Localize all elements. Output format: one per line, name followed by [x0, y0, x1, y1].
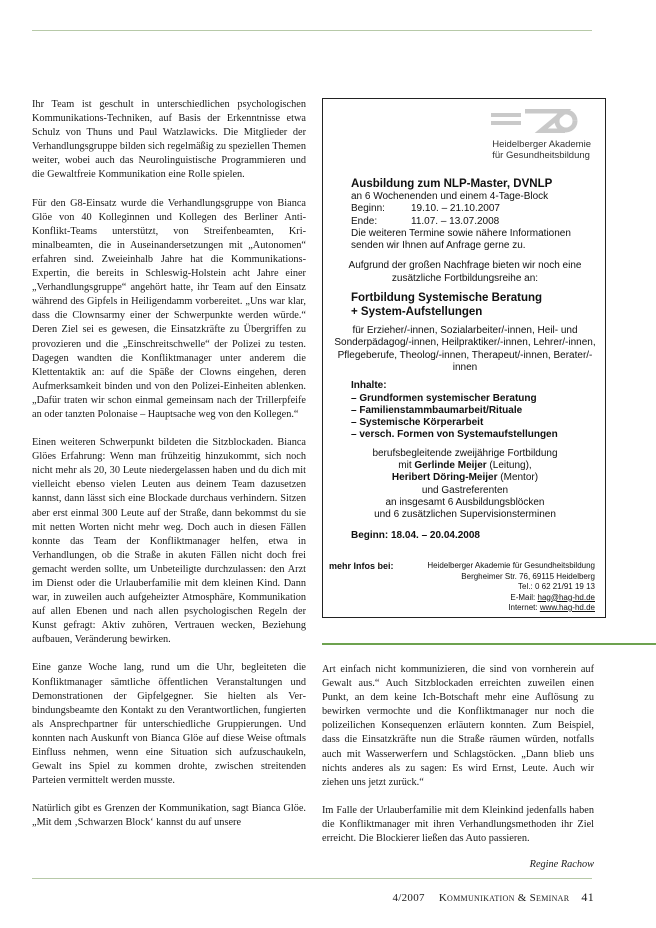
- nlp-subtitle: an 6 Wochenenden und einem 4-Tage-Block: [351, 191, 549, 202]
- ad-body: [333, 177, 597, 542]
- academy-logo-mark-icon: [491, 109, 591, 133]
- leader-name: Gerlinde Meijer: [414, 460, 487, 472]
- academy-logo: [453, 109, 593, 165]
- paragraph: Im Falle der Urlauberfamilie mit dem Kleinkind jedenfalls haben die Konfliktmanager mit ihren Verhandlungsmethoden ihr Ziel erreicht. Die Blockierer ließen das Auto passieren.: [322, 804, 594, 845]
- demand-text: Aufgrund der großen Nachfrage bieten wir noch eine zusätzliche Fortbildungsreihe an:: [348, 260, 582, 284]
- contact-line: Tel.: 0 62 21/91 19 13: [518, 582, 595, 591]
- paragraph: Ihr Team ist geschult in unterschiedlichen psychologischen Kommunikations-Techniken, auf Basis der Erkenntnisse etwa Schulz von Thuns und Paul Watzlawicks. Die Mitglieder der Verhandlungsgruppe bilden sich regelmäßig zu speziellen Themen weiter, wobei auch das Neurolinguistische Programmieren und die Gewaltfreie Kommunikation eine Rolle spielen.: [32, 99, 306, 181]
- course-text: (Mentor): [497, 472, 539, 484]
- academy-logo-text: [492, 139, 591, 161]
- course-line: berufsbegleitende zweijährige Fortbildung: [372, 447, 558, 459]
- contact-line: Bergheimer Str. 76, 69115 Heidelberg: [461, 571, 595, 581]
- fb-title-2: + System-Aufstellungen: [351, 306, 483, 319]
- nlp-dates: [351, 203, 597, 228]
- paragraph: Natürlich gibt es Grenzen der Kommunikation, sagt Bianca Glöe. „Mit dem ‚Schwarzen Block‘ kannst du auf unsere: [32, 803, 306, 829]
- begin-label: Beginn:: [351, 203, 385, 215]
- contents-label: Inhalte:: [351, 380, 387, 392]
- list-item: – Familienstammbaumarbeit/Rituale: [351, 404, 523, 416]
- email-label: E-Mail:: [510, 592, 538, 602]
- page-number: 41: [581, 890, 594, 904]
- begin-2: Beginn: 18.04. – 20.04.2008: [351, 529, 480, 541]
- right-column: [322, 663, 594, 860]
- list-item: – Systemische Körperarbeit: [351, 417, 484, 429]
- nlp-title: Ausbildung zum NLP-Master, DVNLP: [351, 178, 553, 190]
- advertisement-box: [322, 98, 606, 618]
- internet-label: Internet:: [508, 603, 540, 612]
- more-info-label: mehr Infos bei:: [329, 561, 394, 571]
- course-line: und Gastreferenten: [421, 484, 509, 496]
- course-text: (Leitung),: [486, 460, 532, 472]
- end-value: 11.07. – 13.07.2008: [411, 215, 500, 227]
- course-details: [333, 448, 597, 522]
- contact-line: Heidelberger Akademie für Gesundheitsbildung: [427, 561, 595, 570]
- paragraph: Eine ganze Woche lang, rund um die Uhr, begleiteten die Konfliktmanager sämtliche öffentlichen Veranstaltungen und Demonstrationen der Gipfelgegner. Sie hielten als Verbindungsbeamte den Kontakt zu den Verantwortlichen, fungierten als Ansprechpartner für unterschiedliche Gruppierungen. Und konnten nach Auskunft von Bianca Glöe auf diese Weise oftmals Einfluss nehmen, wenn eine Situation sich aufzuschaukeln, Gewalt ins Spiel zu kommen drohte, zwischen streitenden Parteien vermittelt werden musste.: [32, 662, 306, 787]
- logo-line: für Gesundheitsbildung: [492, 150, 590, 161]
- course-text: mit: [398, 460, 415, 472]
- begin-value: 19.10. – 21.10.2007: [411, 203, 500, 215]
- bottom-rule: [32, 878, 592, 879]
- magazine-title: Kommunikation & Seminar: [438, 892, 570, 904]
- list-item: – versch. Formen von Systemaufstellungen: [351, 429, 558, 441]
- course-line: an insgesamt 6 Ausbildungsblöcken: [385, 496, 545, 508]
- mentor-name: Heribert Döring-Meijer: [391, 472, 498, 484]
- course-line: und 6 zusätzlichen Supervisionsterminen: [374, 509, 556, 521]
- page-footer: [392, 890, 594, 905]
- nlp-note: Die weiteren Termine sowie nähere Informationen senden wir Ihnen auf Anfrage gerne zu.: [351, 227, 571, 252]
- author-signature: Regine Rachow: [529, 859, 594, 870]
- issue-number: 4/2007: [392, 892, 425, 904]
- top-rule: [32, 30, 592, 31]
- paragraph: Einen weiteren Schwerpunkt bildeten die Sitzblockaden. Bianca Glöes Erfahrung: Wenn man frühzeitig hinzukommt, sich noch nicht mehr als 20, 30 Leute niedergelassen haben und du dich mit vielleicht ebenso vielen Leuten aus deinem Team dazusetzen kannst, dann lässt sich eine Blockade durchaus verhindern. Sitzen aber erst einmal 300 Leute auf der Straße, dann bekommst du sie mit netten Worten nicht mehr weg. Doch auch in diesen Fällen konnte das Team der Konfliktmanager helfen, etwa in Verhandlungen, ob die Straße in akuten Fällen nicht doch frei gemacht werden sollte, um Unbeteiligte durchzulassen: den Arzt im Dienst oder die Urlauberfamilie mit dem kleinen Kind. Dann war, in zuweilen auch aufgeheizter Atmosphäre, Kommunikation auf allen Ebenen und nach allen psychologischen Regeln der Kunst gefragt: Aktiv zuhören, Vertrauen wecken, Beziehung aufbauen, Veränderung bewirken.: [32, 437, 306, 646]
- paragraph: Art einfach nicht kommunizieren, die sind von vornherein auf Gewalt aus.“ Auch Sitzblockaden erreichten zuweilen einen Punkt, an dem keine Ich-Botschaft mehr eine Auflösung zu bewirken vermochte und die Konfliktmanager nur noch die polizeilichen Konsequenzen erläutern konnten. Zum Beispiel, dass die Einsatzkräfte nun die Straße räumen würden, notfalls auch mit Wasserwerfern und Schlagstöcken. „Dann blieb uns nichts anderes als zu sagen: Es wird Ernst, Leute. Auch wir ziehen uns jetzt zurück.“: [322, 664, 594, 788]
- logo-line: Heidelberger Akademie: [492, 139, 591, 150]
- end-label: Ende:: [351, 215, 378, 227]
- fb-title-1: Fortbildung Systemische Beratung: [351, 292, 543, 305]
- email-link[interactable]: hag@hag-hd.de: [537, 592, 595, 602]
- paragraph: Für den G8-Einsatz wurde die Verhandlungsgruppe von Bianca Glöe von 40 Kolleginnen und Kollegen des Berliner Anti-Konflikt-Teams unterstützt, von Streifenbeamten, Kriminalbeamten, die in Auseinandersetzungen mit „Autonomen“ erfahren sind. Zweieinhalb Jahre hat die Kommunikations-Expertin, die bereits in Schleswig-Holstein acht Jahre einer „Verhandlungsgruppe“ angehört hatte, ihr Team auf den Einsatz während des Gipfels in Heiligendamm vorbereitet. „Uns war klar, dass die Clownsarmy einer der Schwerpunkte werden würde.“ Deren Ziel sei es gewesen, die Einsatzkräfte zu Übergriffen zu provozieren und die „Einschreitschwelle“ der Polizei zu testen. Dagegen wandten die Konfliktmanager unter anderem die Klettentaktik an: auf die Späße der Clowns eingehen, deren Aufmerksamkeit binden und von den Polizei-Einheiten ablenken. „Dafür traten wir schon einmal gemeinsam nach der Trillerpfeife an oder tanzten Polonaise – Hauptsache weg von den Kollegen.“: [32, 197, 306, 420]
- left-column: [32, 98, 306, 845]
- list-item: – Grundformen systemischer Beratung: [351, 392, 537, 404]
- audience: für Erzieher/-innen, Sozialarbeiter/-innen, Heil- und Sonderpädagog/-innen, Heilpraktiker/-innen, Lehrer/-innen, Pflegeberufe, Theolog/-innen, Therapeut/-innen, Berater/-innen: [334, 325, 596, 373]
- accent-rule: [322, 643, 656, 645]
- contents-list: [333, 380, 597, 441]
- website-link[interactable]: www.hag-hd.de: [539, 603, 595, 612]
